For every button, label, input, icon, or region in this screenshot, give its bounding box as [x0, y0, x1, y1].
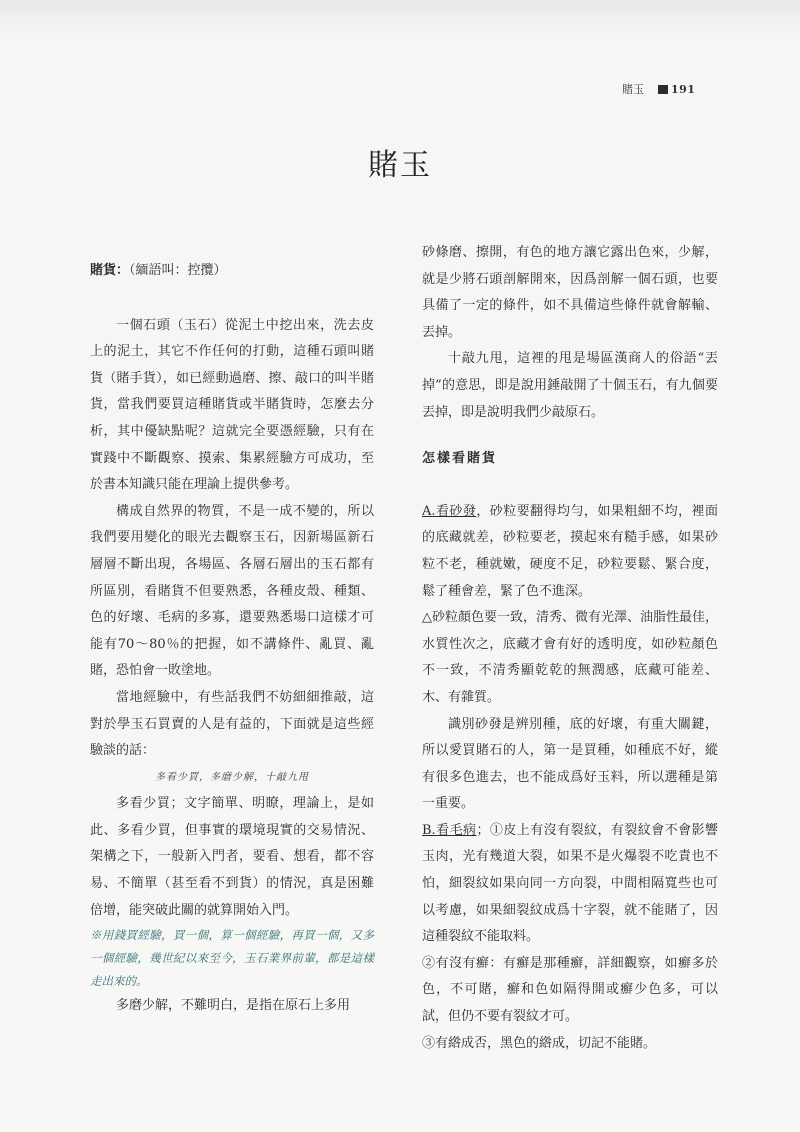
left-column [90, 240, 374, 1020]
page-marker-icon [658, 85, 668, 94]
paragraph: 多磨少解，不難明白，是指在原石上多用 [116, 998, 351, 1014]
right-column [422, 240, 718, 1057]
paragraph: 一個石頭（玉石）從泥土中挖出來，洗去皮上的泥土，其它不作任何的打動，這種石頭叫賭貨（賭手貨），如已經動過磨、擦、敲口的叫半賭貨，當我們要買這種賭貨或半賭貨時，怎麼去分析，其中優缺點呢？這就完全要憑經驗，只有在實踐中不斷觀察、摸索、集累經驗方可成功，至於書本知識只能在理論上提供參考。 [90, 317, 374, 493]
page-title: 賭玉 [368, 148, 432, 183]
paragraph-a [422, 499, 718, 605]
paragraph: 識別砂發是辨別種，底的好壞，有重大關鍵，所以愛買賭石的人，第一是買種，如種底不好，縱有很多色進去，也不能成爲好玉料，所以選種是第一重要。 [422, 716, 718, 812]
paragraph: 多看少買；文字簡單、明瞭，理論上，是如此、多看少買，但事實的環境現實的交易情況、架構之下，一般新入門者，要看、想看，都不容易、不簡單（甚至看不到貨）的情況，真是困難倍增，能突破此關的就算開始入門。 [90, 796, 374, 918]
item-text: ；①皮上有沒有裂紋，有裂紋會不會影響玉肉，光有幾道大裂，如果不是火爆裂不吃責也不怕，細裂紋如果向同一方向裂，中間相隔寬些也可以考慮，如果細裂紋成爲十字裂，就不能賭了，因這種裂紋不能取料。 [422, 822, 718, 945]
paragraph: ③有綹成否，黑色的綹成，切記不能賭。 [422, 1035, 657, 1051]
item-label: A.看砂發 [422, 503, 477, 519]
paragraph: 構成自然界的物質，不是一成不變的，所以我們要用變化的眼光去觀察玉石，因新場區新石層層不斷出現，各場區、各層石層出的玉石都有所區別，看賭貨不但要熟悉，各種皮殼、種類、色的好壞、毛病的多寡，還要熟悉場口這樣才可能有70～80％的把握，如不講條件、亂買、亂賭，恐怕會一敗塗地。 [90, 503, 374, 679]
item-label: B.看毛病 [422, 822, 477, 838]
item-text: ，砂粒要翻得均勻，如果粗細不均，裡面的底藏就差，砂粒要老，摸起來有糙手感，如果砂粒不老，種就嫩，硬度不足，砂粒要鬆、緊合度，鬆了種會差，緊了色不進深。 [422, 503, 718, 599]
term-note: （緬語叫：控攬） [129, 263, 227, 278]
section-heading: 怎樣看賭貨 [422, 451, 498, 467]
paragraph: △砂粒顏色要一致，清秀、微有光澤、油脂性最佳，水質性次之，底藏才會有好的透明度，如砂粒顏色不一致，不清秀顯乾乾的無潤感，底藏可能差、木、有雜質。 [422, 610, 718, 705]
running-head [622, 80, 772, 98]
paragraph: 當地經驗中，有些話我們不妨細細推敲，這對於學玉石買賣的人是有益的，下面就是這些經驗談的話： [90, 689, 374, 759]
paragraph: 砂條磨、擦開，有色的地方讓它露出色來，少解，就是少將石頭剖解開來，因爲剖解一個石頭，也要具備了一定的條件，如不具備這些條件就會解輸、丟掉。 [422, 245, 718, 340]
paragraph-b [422, 818, 718, 951]
page-number-group [658, 83, 695, 96]
annotation-note: ※用錢買經驗，買一個，算一個經驗，再買一個，又多一個經驗，幾世紀以來至今，玉石業界前輩，都是這樣走出來的。 [90, 928, 374, 989]
running-head-section: 賭玉 [622, 83, 644, 96]
term-head: 賭貨： [90, 263, 130, 278]
proverb-line: 多看少買，多磨少解，十敲九甩 [155, 771, 309, 783]
paragraph: 十敲九甩，這裡的甩是場區漢商人的俗語“丟掉”的意思，即是說用錘敲開了十個玉石，有九個要丟掉，即是說明我們少敲原石。 [422, 351, 718, 420]
paragraph: ②有沒有癬：有癬是那種癬，詳細觀察，如癬多於色，不可賭，癬和色如隔得開或癬少色多，可以試，但仍不要有裂紋才可。 [422, 955, 718, 1025]
page-number: 191 [671, 82, 696, 96]
term-definition [90, 258, 374, 285]
